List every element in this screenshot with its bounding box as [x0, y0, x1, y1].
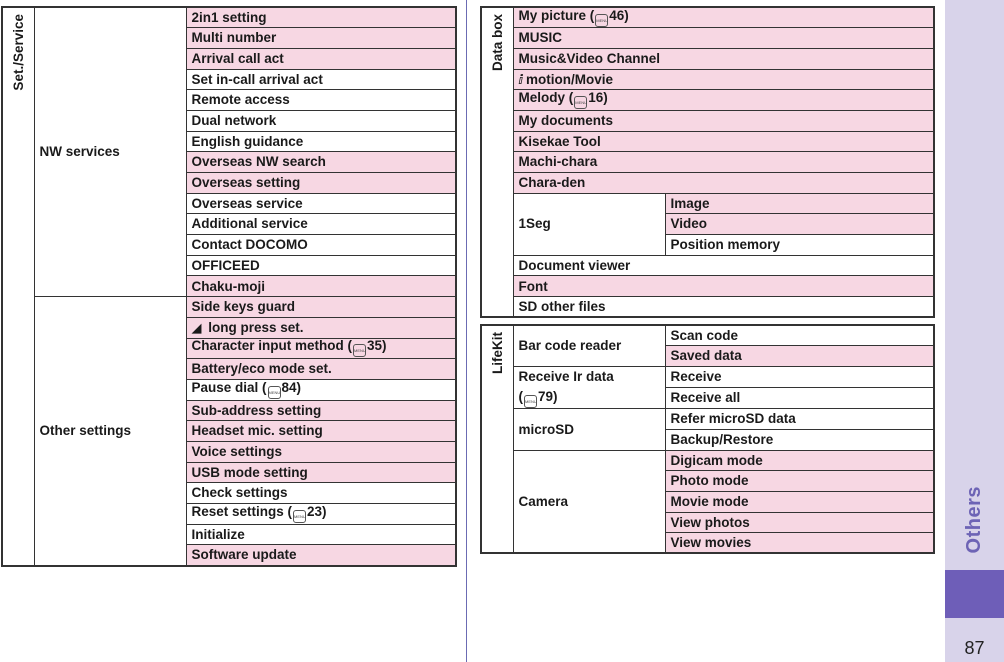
menu-item[interactable]: Overseas NW search [186, 152, 456, 173]
menu-item[interactable]: Overseas service [186, 193, 456, 214]
camera-key-icon: ◢ [191, 319, 202, 335]
menu-item[interactable]: Side keys guard [186, 297, 456, 318]
camera-label: Camera [513, 450, 665, 553]
menu-item[interactable]: Chaku-moji [186, 276, 456, 297]
menu-item[interactable]: Position memory [665, 235, 934, 256]
lifekit-section-label: LifeKit [481, 325, 513, 553]
receive-ir-label: Receive Ir data ( MENU79) [513, 366, 665, 408]
menu-item[interactable]: Saved data [665, 346, 934, 367]
menu-item[interactable]: Image [665, 193, 934, 214]
menu-item[interactable]: My picture ( MENU46) [513, 7, 934, 28]
menu-item[interactable]: Photo mode [665, 471, 934, 492]
menu-item[interactable]: View photos [665, 512, 934, 533]
microsd-label: microSD [513, 409, 665, 450]
menu-item[interactable]: Headset mic. setting [186, 421, 456, 442]
menu-item[interactable]: Arrival call act [186, 48, 456, 69]
menu-item[interactable]: Scan code [665, 325, 934, 346]
menu-item[interactable]: Melody ( MENU16) [513, 90, 934, 111]
menu-item[interactable]: Document viewer [513, 255, 934, 276]
menu-item[interactable]: Remote access [186, 90, 456, 111]
menu-key-icon: MENU [524, 395, 537, 408]
menu-item[interactable]: Pause dial ( MENU84) [186, 379, 456, 400]
menu-item[interactable]: Character input method ( MENU35) [186, 338, 456, 359]
menu-item[interactable]: Software update [186, 545, 456, 566]
menu-item[interactable]: Music&Video Channel [513, 48, 934, 69]
other-settings-label: Other settings [34, 297, 186, 566]
menu-item[interactable]: ⅈ motion/Movie [513, 69, 934, 90]
menu-item[interactable]: Battery/eco mode set. [186, 359, 456, 380]
side-tab-label: Others [963, 486, 985, 554]
menu-item[interactable]: Refer microSD data [665, 409, 934, 430]
i-motion-icon: ⅈ [518, 71, 523, 87]
menu-item[interactable]: My documents [513, 110, 934, 131]
menu-key-icon: MENU [268, 386, 281, 399]
menu-item[interactable]: Sub-address setting [186, 400, 456, 421]
menu-item[interactable]: Initialize [186, 524, 456, 545]
menu-item[interactable]: OFFICEED [186, 255, 456, 276]
menu-item[interactable]: Voice settings [186, 441, 456, 462]
menu-item[interactable]: SD other files [513, 297, 934, 318]
menu-item[interactable]: Contact DOCOMO [186, 235, 456, 256]
menu-item[interactable]: Dual network [186, 110, 456, 131]
menu-item[interactable]: Reset settings ( MENU23) [186, 504, 456, 525]
menu-item[interactable]: ◢ long press set. [186, 317, 456, 338]
menu-item[interactable]: Additional service [186, 214, 456, 235]
menu-item[interactable]: Receive all [665, 388, 934, 409]
menu-item[interactable]: Chara-den [513, 173, 934, 194]
oneseg-label: 1Seg [513, 193, 665, 255]
menu-item[interactable]: Movie mode [665, 491, 934, 512]
menu-item[interactable]: Check settings [186, 483, 456, 504]
lifekit-table [480, 324, 935, 554]
nw-services-label: NW services [34, 7, 186, 297]
menu-item[interactable]: Receive [665, 366, 934, 387]
menu-item[interactable]: View movies [665, 533, 934, 554]
menu-key-icon: MENU [353, 344, 366, 357]
data-box-section-label: Data box [481, 7, 513, 317]
menu-item[interactable]: 2in1 setting [186, 7, 456, 28]
set-service-table [1, 6, 457, 567]
menu-item[interactable]: Set in-call arrival act [186, 69, 456, 90]
menu-item[interactable]: Overseas setting [186, 173, 456, 194]
menu-item[interactable]: Video [665, 214, 934, 235]
menu-key-icon: MENU [595, 14, 608, 27]
page-number: 87 [964, 638, 985, 658]
menu-key-icon: MENU [574, 96, 587, 109]
set-service-section-label: Set./Service [2, 7, 34, 566]
column-divider [466, 0, 467, 662]
bar-code-reader-label: Bar code reader [513, 325, 665, 366]
menu-item[interactable]: Font [513, 276, 934, 297]
menu-key-icon: MENU [293, 510, 306, 523]
menu-item[interactable]: USB mode setting [186, 462, 456, 483]
menu-item[interactable]: Digicam mode [665, 450, 934, 471]
menu-item[interactable]: English guidance [186, 131, 456, 152]
menu-item[interactable]: Machi-chara [513, 152, 934, 173]
menu-item[interactable]: Kisekae Tool [513, 131, 934, 152]
menu-item[interactable]: Multi number [186, 28, 456, 49]
menu-item[interactable]: Backup/Restore [665, 429, 934, 450]
side-tab-marker [945, 570, 1004, 618]
data-box-table [480, 6, 935, 318]
menu-item[interactable]: MUSIC [513, 28, 934, 49]
